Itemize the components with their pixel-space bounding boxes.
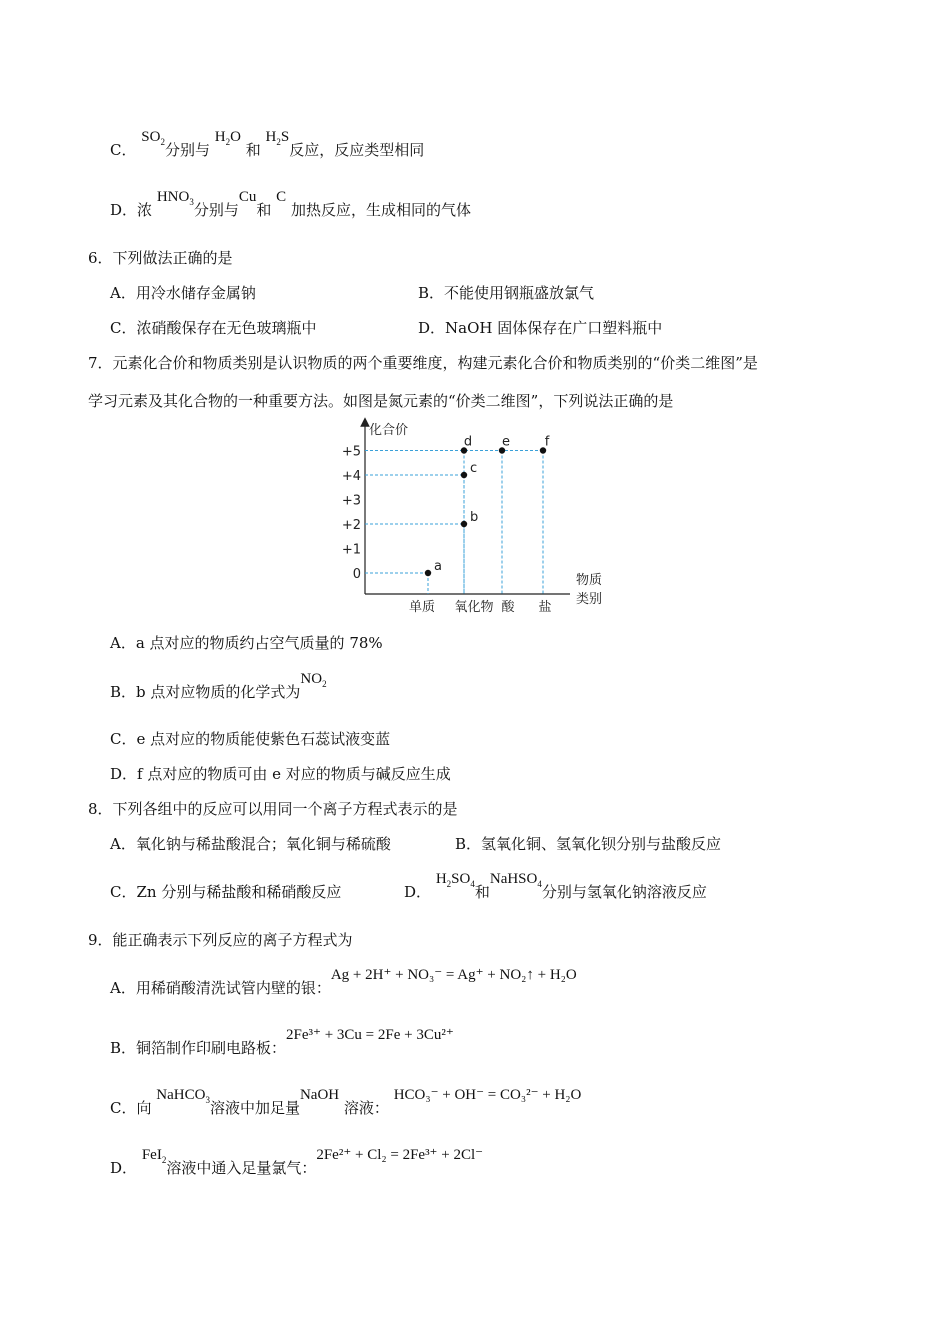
q6-option-a: A．用冷水储存金属钠	[110, 284, 256, 302]
q9-option-a: A．用稀硝酸清洗试管内壁的银：Ag + 2H⁺ + NO₃⁻ = Ag⁺ + NO₂↑ + H₂O	[110, 967, 577, 997]
x-tick-label: 盐	[538, 600, 552, 615]
x-tick-label: 氧化物	[454, 600, 494, 615]
y-axis-label: 化合价	[369, 423, 409, 438]
point-label-b: b	[470, 510, 479, 525]
point-label-a: a	[434, 559, 442, 574]
formula-naoh: NaOH	[299, 1087, 340, 1103]
q9-option-c: C．向 NaHCO$_3$溶液中加足量NaOH 溶液： HCO₃⁻ + OH⁻ = CO₃²⁻ + H₂O	[110, 1087, 582, 1117]
q8-option-b: B．氢氧化铜、氢氧化钡分别与盐酸反应	[455, 835, 722, 853]
x-axis-label: 物质	[576, 573, 603, 588]
q7-stem-line2: 学习元素及其化合物的一种重要方法。如图是氮元素的“价类二维图”，下列说法正确的是	[88, 392, 674, 410]
q6-option-d: D．NaOH 固体保存在广口塑料瓶中	[418, 319, 663, 337]
q8-option-a: A．氧化钠与稀盐酸混合；氧化铜与稀硫酸	[110, 835, 391, 853]
formula-cu: Cu	[238, 189, 257, 205]
equation-d: 2Fe²⁺ + Cl₂ = 2Fe³⁺ + 2Cl⁻	[316, 1147, 484, 1163]
y-tick-label: +1	[341, 542, 361, 558]
formula-nahco3: NaHCO$_3$	[156, 1087, 210, 1105]
q8-option-c: C．Zn 分别与稀盐酸和稀硝酸反应	[110, 883, 342, 901]
q6-option-b: B．不能使用钢瓶盛放氯气	[418, 284, 595, 302]
y-tick-label: +5	[341, 444, 361, 460]
q7-option-c: C．e 点对应的物质能使紫色石蕊试液变蓝	[110, 730, 391, 748]
equation-a: Ag + 2H⁺ + NO₃⁻ = Ag⁺ + NO₂↑ + H₂O	[330, 967, 577, 983]
option-label: C．	[110, 141, 137, 159]
formula-hno3: $HNO_3$	[156, 189, 194, 207]
y-tick-label: +3	[341, 493, 361, 509]
q8-option-d: D． $H_2SO_4$和NaHSO$_4$分别与氢氧化钠溶液反应	[404, 871, 707, 901]
y-tick-label: +4	[341, 469, 361, 484]
equation-c: HCO₃⁻ + OH⁻ = CO₃²⁻ + H₂O	[393, 1087, 582, 1103]
point-label-f: f	[544, 434, 550, 450]
x-axis-label: 类别	[576, 592, 603, 607]
q6-stem: 6．下列做法正确的是	[88, 249, 233, 267]
q6-option-c: C．浓硝酸保存在无色玻璃瓶中	[110, 319, 317, 337]
y-tick-label: +2	[341, 518, 361, 533]
data-point-b	[461, 521, 467, 527]
formula-h2o: $H_2O$	[214, 129, 241, 147]
x-tick-label: 酸	[501, 600, 515, 615]
q7-option-d: D．f 点对应的物质可由 e 对应的物质与碱反应生成	[110, 765, 451, 783]
formula-h2s: $H_2S$	[265, 129, 290, 147]
valence-class-chart	[330, 414, 620, 622]
q7-option-b: B．b 点对应物质的化学式为$NO_2$	[110, 671, 327, 701]
point-label-e: e	[502, 434, 510, 450]
x-tick-label: 单质	[408, 600, 436, 615]
formula-so2: $SO_2$	[141, 129, 165, 147]
q9-option-b: B．铜箔制作印刷电路板：2Fe³⁺ + 3Cu = 2Fe + 3Cu²⁺	[110, 1027, 454, 1057]
q9-stem: 9．能正确表示下列反应的离子方程式为	[88, 931, 353, 949]
formula-h2so4: $H_2SO_4$	[435, 871, 475, 889]
point-label-d: d	[463, 434, 473, 450]
point-label-c: c	[470, 461, 478, 476]
formula-fei2: FeI$_2$	[141, 1147, 167, 1165]
formula-no2: $NO_2$	[300, 671, 327, 689]
q5-option-c: C． $SO_2$分别与 $H_2O$ 和 $H_2S$反应，反应类型相同	[110, 129, 425, 159]
q5-option-d: D．浓 $HNO_3$分别与Cu和 C 加热反应，生成相同的气体	[110, 189, 471, 219]
q8-stem: 8．下列各组中的反应可以用同一个离子方程式表示的是	[88, 800, 458, 818]
data-point-a	[425, 570, 431, 576]
q7-stem-line1: 7．元素化合价和物质类别是认识物质的两个重要维度，构建元素化合价和物质类别的“价类二维图”是	[88, 354, 758, 372]
data-point-c	[461, 472, 467, 478]
q9-option-d: D． FeI$_2$溶液中通入足量氯气：2Fe²⁺ + Cl₂ = 2Fe³⁺ + 2Cl⁻	[110, 1147, 484, 1177]
q7-option-a: A．a 点对应的物质约占空气质量的 78%	[110, 634, 383, 652]
formula-c: C	[276, 189, 287, 205]
equation-b: 2Fe³⁺ + 3Cu = 2Fe + 3Cu²⁺	[286, 1027, 454, 1043]
y-tick-label: 0	[352, 567, 361, 582]
formula-nahso4: NaHSO$_4$	[489, 871, 542, 889]
